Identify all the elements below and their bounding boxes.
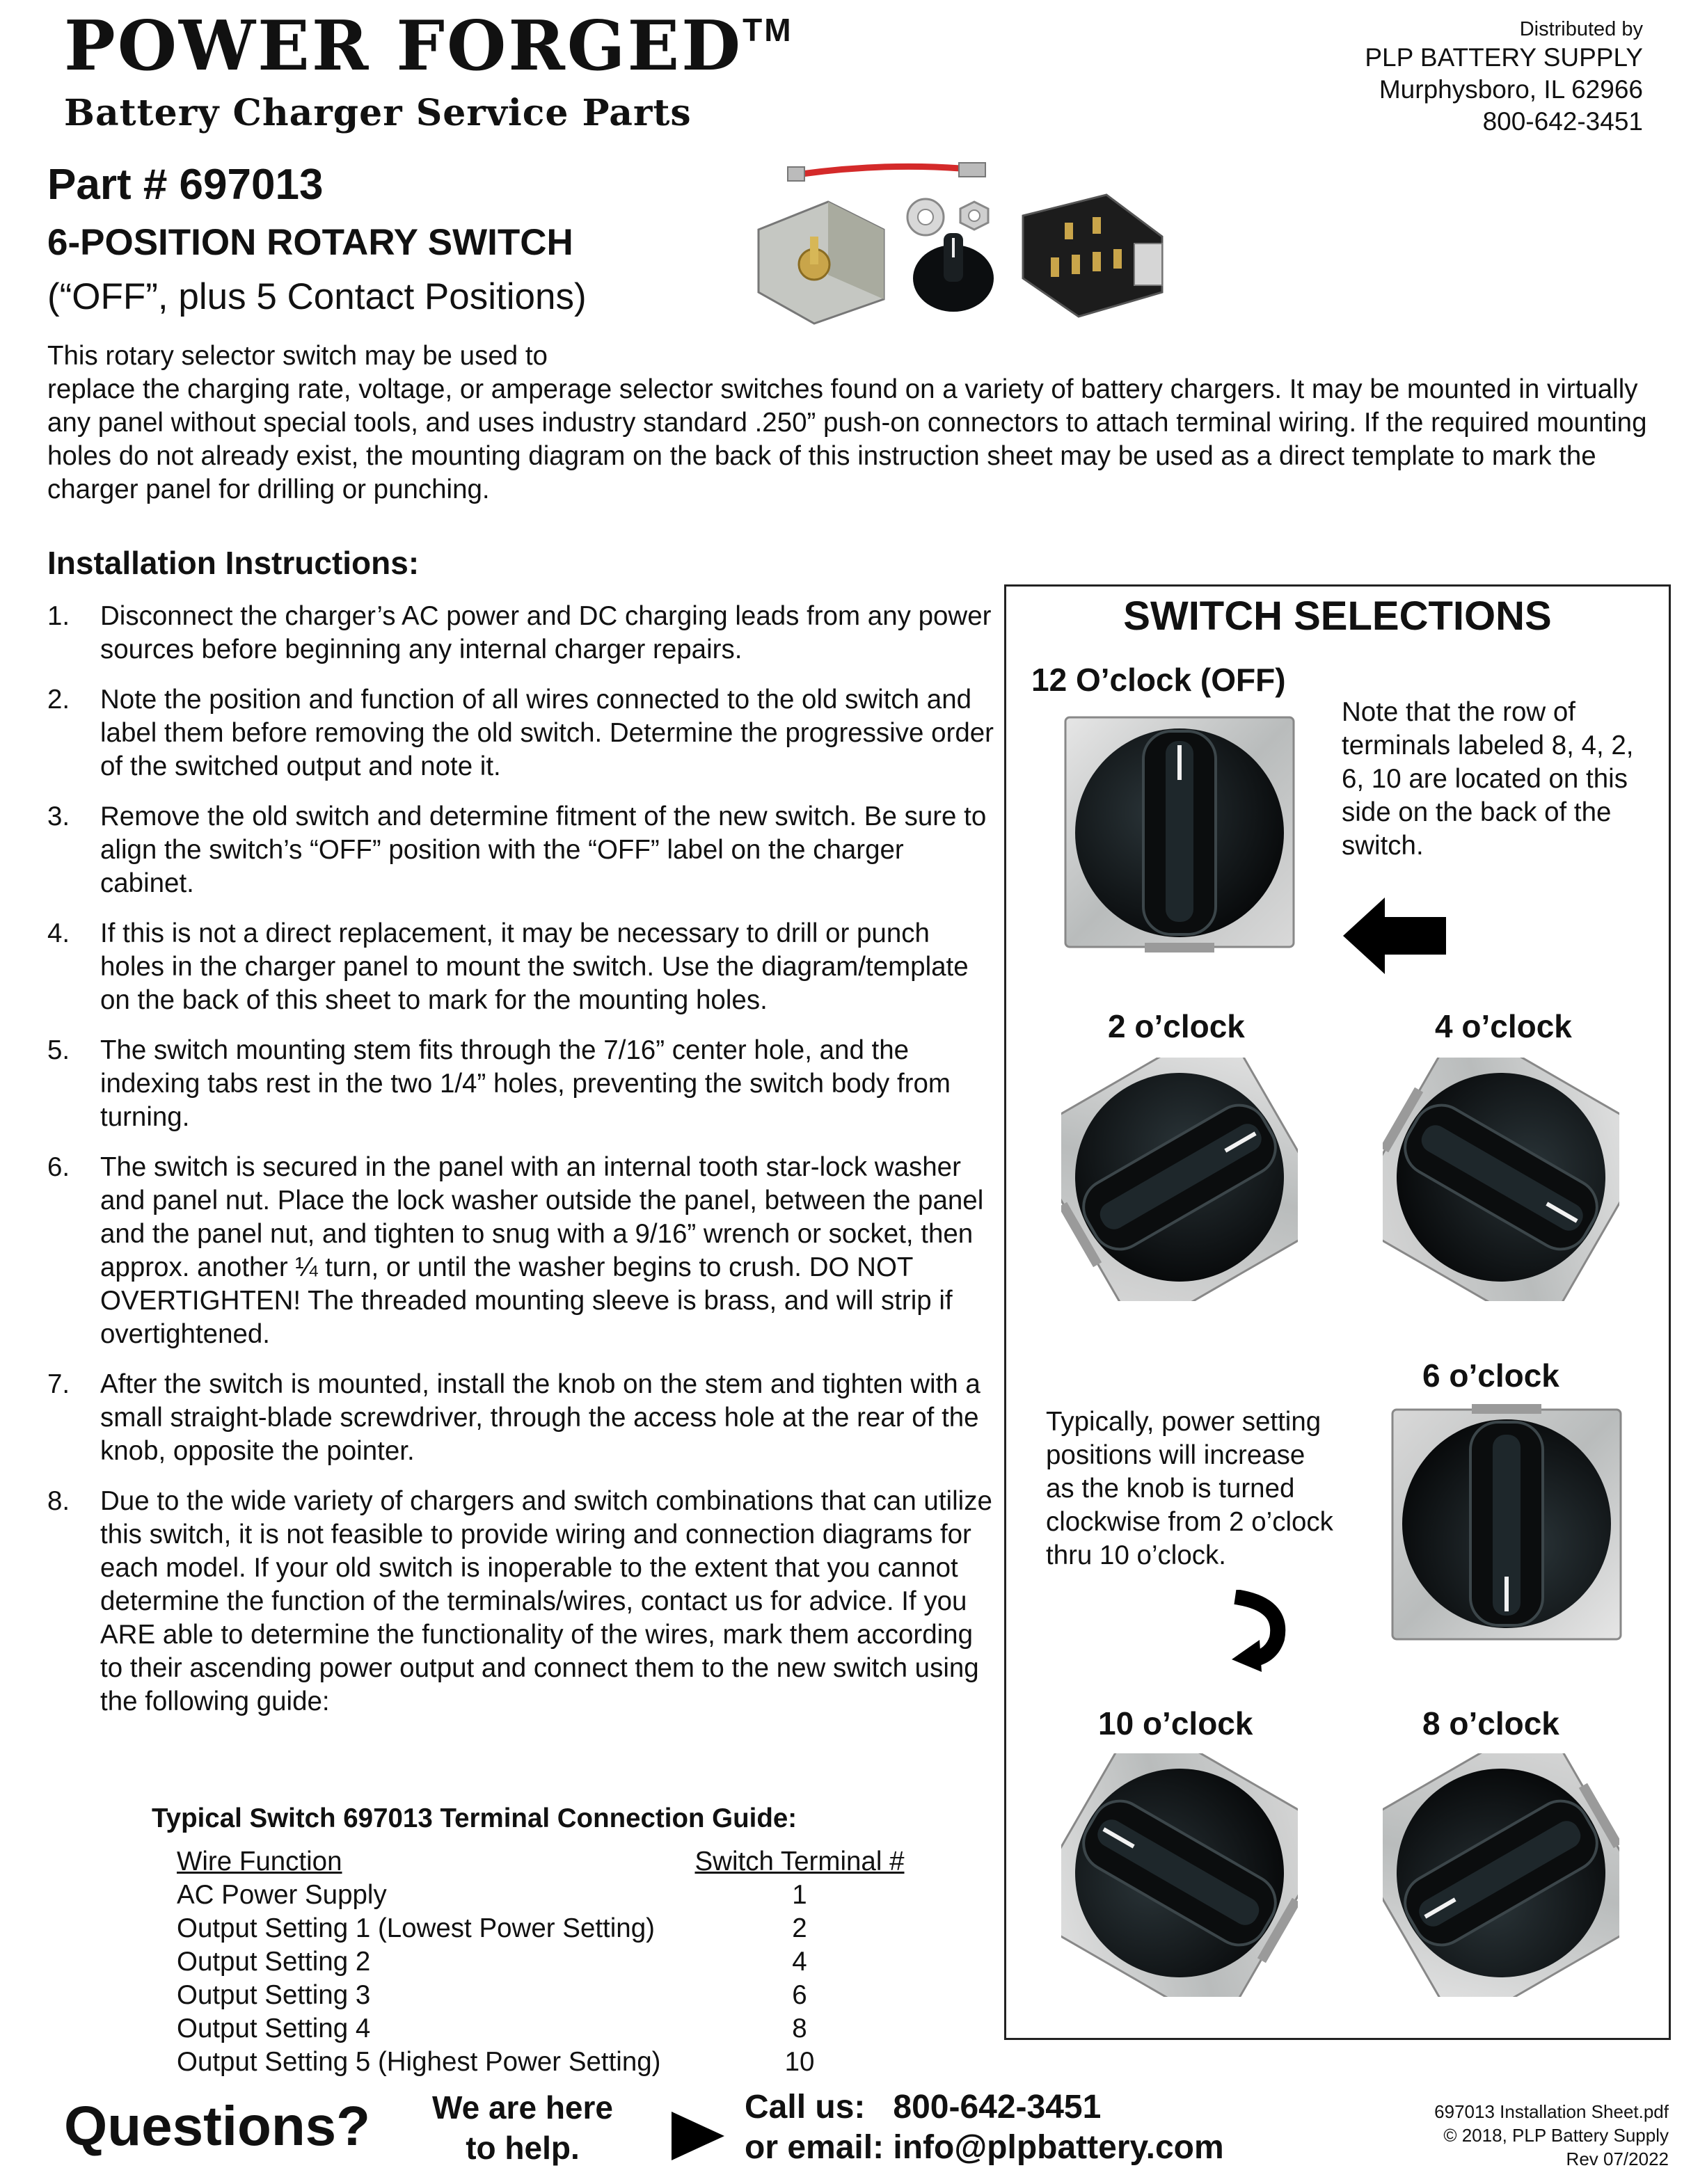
step-number: 4. bbox=[47, 918, 70, 948]
knob-4-oclock bbox=[1383, 1058, 1619, 1301]
help-text bbox=[422, 2087, 624, 2168]
step-number: 7. bbox=[47, 1369, 70, 1399]
note-power-increase: Typically, power setting positions will increase as the knob is turned clockwise from 2 o’clock thru 10 o’clock. bbox=[1046, 1407, 1333, 1570]
step-item bbox=[47, 1151, 994, 1351]
terminal-cell: 2 bbox=[792, 1913, 807, 1943]
play-arrow-icon bbox=[672, 2112, 724, 2160]
trademark-mark: TM bbox=[743, 12, 793, 48]
distributed-by-label: Distributed by bbox=[1519, 18, 1643, 40]
wire-function-cell: AC Power Supply bbox=[177, 1880, 387, 1910]
step-text: Disconnect the charger’s AC power and DC charging leads from any power sources before beginning any internal charger repairs. bbox=[100, 601, 992, 664]
call-label: Call us: bbox=[745, 2089, 866, 2126]
brand-title: POWER FORGED™ bbox=[64, 6, 793, 86]
email-label: or email: bbox=[745, 2129, 884, 2166]
wire-lead bbox=[802, 166, 960, 174]
step-text: Due to the wide variety of chargers and switch combinations that can utilize this switch, it is not feasible to provide wiring and connection diagrams for each model. If your old switch is inoperable to the extent that you cannot determine the function of the terminals/wires, contact us for advice. If you ARE able to determine the functionality of the wires, mark them according to their ascending power output and connect them to the new switch using the following guide: bbox=[100, 1486, 992, 1716]
instructions-heading: Installation Instructions: bbox=[47, 545, 420, 581]
wire-function-cell: Output Setting 1 (Lowest Power Setting) bbox=[177, 1913, 655, 1943]
instruction-steps bbox=[47, 600, 994, 1735]
terminal-cell: 10 bbox=[784, 2047, 815, 2077]
table-row bbox=[177, 1945, 914, 1979]
help-line-2: to help. bbox=[466, 2130, 580, 2166]
product-subtitle: (“OFF”, plus 5 Contact Positions) bbox=[47, 276, 587, 317]
document-info bbox=[1434, 2100, 1669, 2171]
step-text: After the switch is mounted, install the knob on the stem and tighten with a small straight-blade screwdriver, through the access hole at the rear of the knob, opposite the pointer. bbox=[100, 1369, 980, 1466]
step-number: 2. bbox=[47, 685, 70, 715]
column-header-function: Wire Function bbox=[177, 1847, 342, 1876]
contact-block bbox=[745, 2087, 1224, 2168]
label-8-oclock: 8 o’clock bbox=[1422, 1705, 1559, 1741]
copyright: © 2018, PLP Battery Supply bbox=[1443, 2125, 1669, 2146]
knob-10-oclock bbox=[1061, 1753, 1298, 1997]
step-number: 1. bbox=[47, 601, 70, 631]
help-line-1: We are here bbox=[432, 2089, 613, 2126]
wire-function-cell: Output Setting 3 bbox=[177, 1980, 371, 2010]
step-text: Remove the old switch and determine fitment of the new switch. Be sure to align the switch’s “OFF” position with the “OFF” label on the charger cabinet. bbox=[100, 802, 987, 898]
product-photo bbox=[745, 153, 1176, 327]
part-number: Part # 697013 bbox=[47, 161, 324, 209]
terminal-cell: 4 bbox=[792, 1947, 807, 1977]
step-number: 8. bbox=[47, 1486, 70, 1516]
intro-line-1: This rotary selector switch may be used to bbox=[47, 341, 548, 371]
step-text: The switch mounting stem fits through the 7/16” center hole, and the indexing tabs rest in the two 1/4” holes, preventing the switch body from turning. bbox=[100, 1035, 951, 1132]
table-row bbox=[177, 1912, 914, 1945]
arrow-left-icon bbox=[1343, 898, 1447, 974]
intro-paragraph bbox=[47, 340, 1655, 507]
terminal-cell: 8 bbox=[792, 2014, 807, 2043]
wire-function-cell: Output Setting 4 bbox=[177, 2014, 371, 2043]
knob-6-oclock bbox=[1388, 1404, 1625, 1648]
label-6-oclock: 6 o’clock bbox=[1422, 1357, 1559, 1394]
label-10-oclock: 10 o’clock bbox=[1098, 1705, 1253, 1741]
distributor-city: Murphysboro, IL 62966 bbox=[1379, 75, 1643, 104]
step-item bbox=[47, 1485, 994, 1719]
brand-subtitle: Battery Charger Service Parts bbox=[64, 92, 692, 134]
label-12-oclock: 12 O’clock (OFF) bbox=[1031, 662, 1286, 698]
wire-function-cell: Output Setting 2 bbox=[177, 1947, 371, 1977]
terminal-cell: 1 bbox=[792, 1880, 807, 1910]
file-name: 697013 Installation Sheet.pdf bbox=[1434, 2101, 1669, 2122]
step-item bbox=[47, 1034, 994, 1134]
step-item bbox=[47, 683, 994, 783]
lock-washer bbox=[907, 199, 944, 235]
distributor-phone: 800-642-3451 bbox=[1482, 107, 1643, 136]
step-item bbox=[47, 1368, 994, 1468]
terminal-guide-table bbox=[177, 1845, 914, 2079]
switch-selections-title: SWITCH SELECTIONS bbox=[1123, 593, 1552, 639]
knob-2-oclock bbox=[1061, 1058, 1298, 1301]
step-item bbox=[47, 600, 994, 667]
call-phone-link[interactable]: 800-642-3451 bbox=[893, 2089, 1102, 2126]
table-row bbox=[177, 2046, 914, 2079]
distributor-company: PLP BATTERY SUPPLY bbox=[1365, 43, 1643, 72]
table-row bbox=[177, 1979, 914, 2012]
terminal-cell: 6 bbox=[792, 1980, 807, 2010]
distributor-block bbox=[1365, 17, 1643, 138]
guide-title: Typical Switch 697013 Terminal Connection Guide: bbox=[152, 1803, 797, 1833]
panel-nut bbox=[960, 202, 988, 230]
label-4-oclock: 4 o’clock bbox=[1435, 1008, 1572, 1044]
label-2-oclock: 2 o’clock bbox=[1108, 1008, 1245, 1044]
table-header-row bbox=[177, 1845, 914, 1879]
note-terminals-side: Note that the row of terminals labeled 8, 4, 2, 6, 10 are located on this side on the back of the switch. bbox=[1342, 697, 1634, 861]
knob-part bbox=[913, 233, 994, 312]
step-text: If this is not a direct replacement, it may be necessary to drill or punch holes in the charger panel to mount the switch. Use the diagram/template on the back of this sheet to mark for the mounting holes. bbox=[100, 918, 969, 1015]
step-number: 3. bbox=[47, 802, 70, 831]
knob-12-oclock bbox=[1061, 713, 1298, 957]
product-title: 6-POSITION ROTARY SWITCH bbox=[47, 222, 573, 263]
step-number: 5. bbox=[47, 1035, 70, 1065]
knob-8-oclock bbox=[1383, 1753, 1619, 1997]
switch-body-front bbox=[759, 202, 884, 324]
table-row bbox=[177, 2012, 914, 2046]
email-link[interactable]: info@plpbattery.com bbox=[893, 2129, 1224, 2166]
step-number: 6. bbox=[47, 1152, 70, 1182]
questions-heading: Questions? bbox=[64, 2095, 371, 2157]
step-text: The switch is secured in the panel with an internal tooth star-lock washer and panel nut. Place the lock washer outside the panel, between the panel and the panel nut, and tighten to snug with a 9/16” wrench or socket, then approx. another ¼ turn, or until the washer begins to crush. DO NOT OVERTIGHTEN! The threaded mounting sleeve is brass, and will strip if overtightened. bbox=[100, 1152, 984, 1349]
switch-body-rear bbox=[1023, 195, 1162, 317]
step-item bbox=[47, 917, 994, 1017]
column-header-terminal: Switch Terminal # bbox=[694, 1847, 905, 1876]
table-row bbox=[177, 1879, 914, 1912]
revision: Rev 07/2022 bbox=[1566, 2149, 1669, 2169]
clockwise-arrow-icon bbox=[1221, 1590, 1298, 1673]
step-item bbox=[47, 800, 994, 900]
step-text: Note the position and function of all wires connected to the old switch and label them before removing the old switch. Determine the progressive order of the switched output and note it. bbox=[100, 685, 994, 781]
intro-line-2: replace the charging rate, voltage, or amperage selector switches found on a variety of battery chargers. It may be mounted in virtually any panel without special tools, and uses industry standard .250” push-on connectors to attach terminal wiring. If the required mounting holes do not already exist, the mounting diagram on the back of this instruction sheet may be used as a direct template to mark the charger panel for drilling or punching. bbox=[47, 374, 1647, 504]
wire-function-cell: Output Setting 5 (Highest Power Setting) bbox=[177, 2047, 661, 2077]
